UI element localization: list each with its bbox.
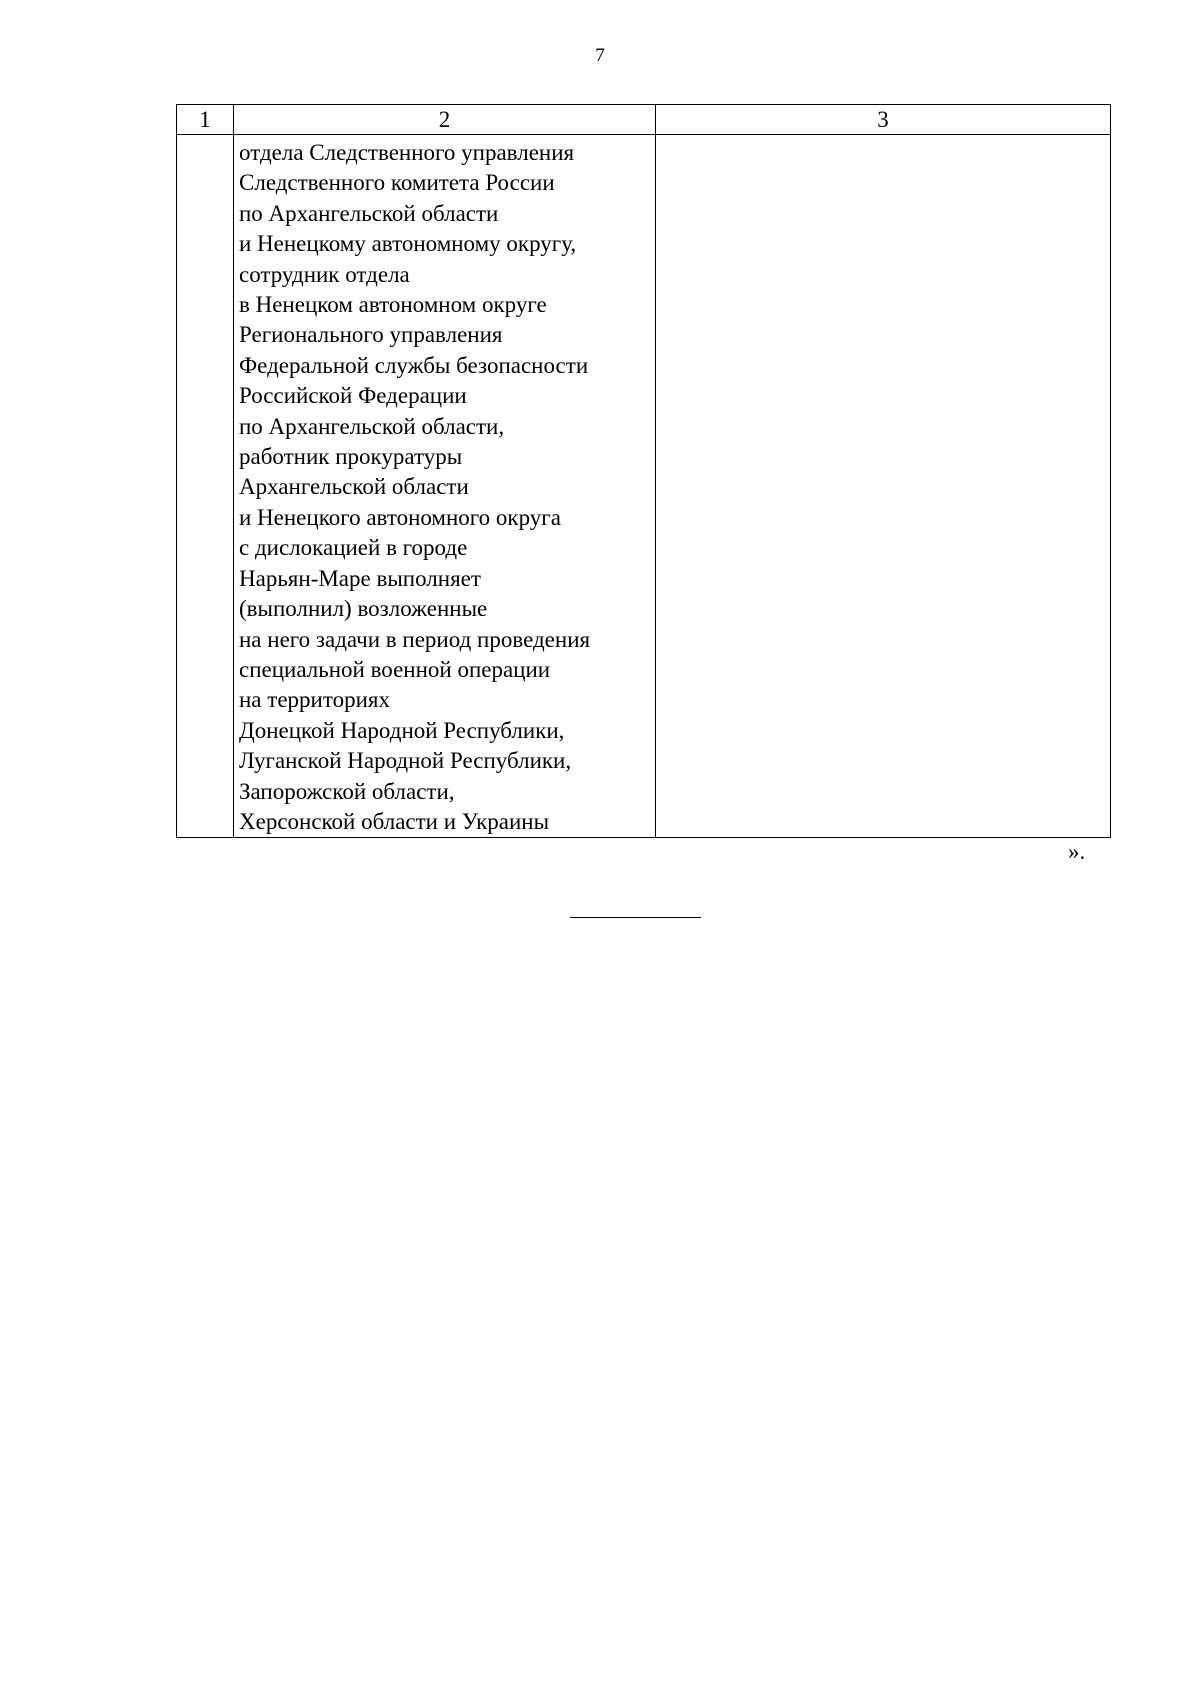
cell-line: сотрудник отдела (239, 261, 410, 287)
cell-line: Херсонской области и Украины (239, 808, 550, 834)
cell-line: на него задачи в период проведения (239, 626, 591, 652)
cell-line: в Ненецком автономном округе (239, 292, 547, 318)
page-number: 7 (595, 45, 605, 66)
cell-line: на территориях (239, 687, 390, 713)
cell-line: Нарьян-Маре выполняет (239, 565, 481, 591)
table-cell-col-2 (234, 135, 656, 838)
cell-line: Российской Федерации (239, 383, 467, 409)
cell-line: Следственного комитета России (239, 170, 555, 196)
table-cell-col-1 (177, 135, 234, 838)
table-header-row (177, 105, 1111, 135)
cell-line: отдела Следственного управления (239, 140, 575, 165)
cell-line: (выполнил) возложенные (239, 596, 488, 622)
cell-line: Донецкой Народной Республики, (239, 717, 565, 743)
table-header-col-3: 3 (656, 105, 1111, 135)
cell-line: с дислокацией в городе (239, 535, 468, 561)
cell-line: и Ненецкому автономному округу, (239, 231, 577, 257)
cell-line: и Ненецкого автономного округа (239, 504, 561, 530)
table-cell-col-3 (656, 135, 1111, 838)
cell-line: по Архангельской области, (239, 413, 505, 439)
cell-line: по Архангельской области (239, 200, 499, 226)
cell-line: работник прокуратуры (239, 444, 463, 470)
cell-line: специальной военной операции (239, 656, 551, 682)
cell-line: Федеральной службы безопасности (239, 352, 589, 378)
table-header-col-1: 1 (177, 105, 234, 135)
table-header-col-2: 2 (234, 105, 656, 135)
cell-line: Архангельской области (239, 474, 469, 500)
end-divider (570, 917, 701, 918)
document-table (176, 104, 1111, 838)
cell-text-block (234, 135, 655, 837)
closing-quote-mark: ». (1068, 839, 1086, 864)
cell-line: Луганской Народной Республики, (239, 748, 572, 774)
cell-line: Регионального управления (239, 322, 503, 348)
cell-line: Запорожской области, (239, 778, 455, 804)
table-row (177, 135, 1111, 838)
